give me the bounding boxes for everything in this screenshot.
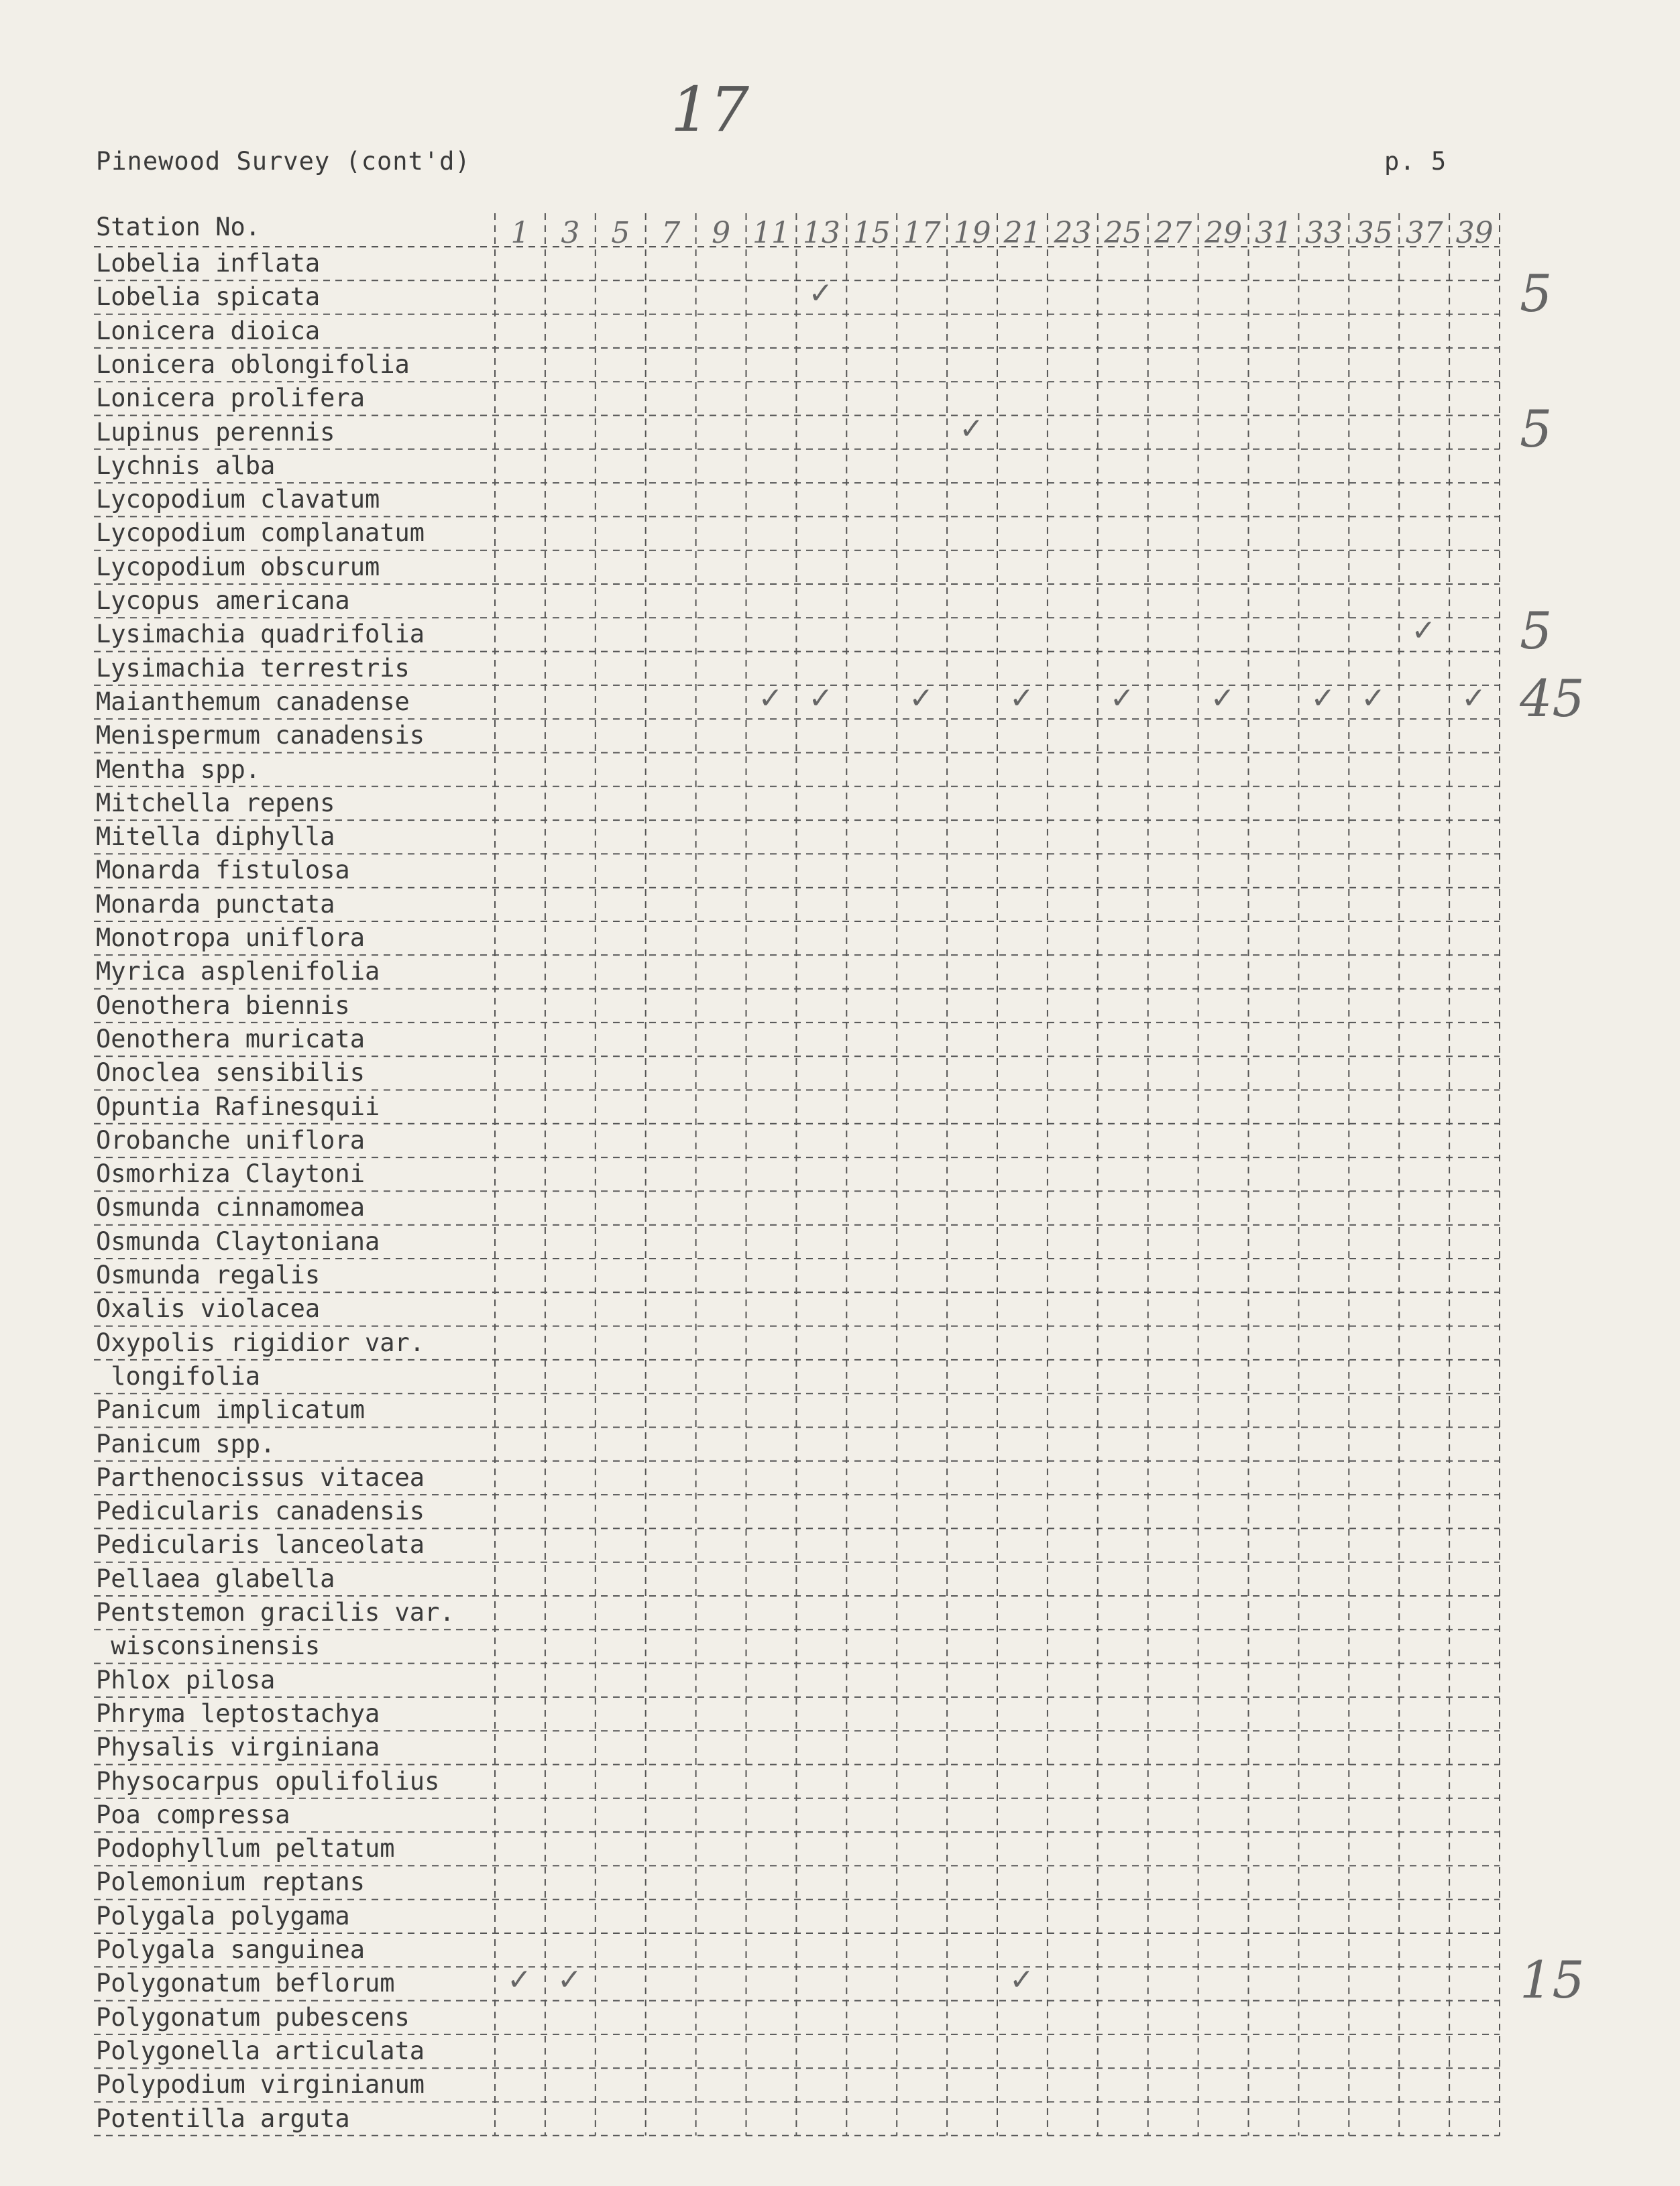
species-name: Parthenocissus vitacea [96,1462,425,1492]
species-name: Polygala sanguinea [96,1935,365,1964]
station-number: 33 [1304,216,1343,250]
check-mark: ✓ [808,681,834,715]
species-name: Osmunda cinnamomea [96,1193,365,1222]
species-name: Lobelia inflata [96,249,321,278]
species-name: Lycopodium clavatum [96,485,380,514]
species-name: Mentha spp. [96,754,261,784]
station-number: 25 [1104,216,1142,250]
species-tally: 5 [1520,264,1553,324]
species-name: Monarda punctata [96,889,335,919]
species-name: Mitchella repens [96,788,335,817]
species-name: Pedicularis lanceolata [96,1530,425,1560]
species-name: longifolia [96,1361,261,1391]
station-number: 39 [1455,216,1494,250]
station-number: 17 [903,216,941,250]
species-name: Lycopodium complanatum [96,518,425,548]
species-name: Polemonium reptans [96,1867,365,1897]
station-number: 11 [752,216,790,250]
station-number: 3 [561,216,580,250]
species-name: Pedicularis canadensis [96,1497,425,1526]
species-name: Osmorhiza Claytoni [96,1159,365,1189]
check-mark: ✓ [1009,1963,1034,1998]
species-name: Panicum implicatum [96,1395,365,1425]
species-name: Monarda fistulosa [96,856,350,885]
check-mark: ✓ [1361,681,1386,715]
species-name: Phlox pilosa [96,1665,276,1694]
check-mark: ✓ [1461,681,1486,715]
species-name: Physalis virginiana [96,1733,380,1762]
species-tally: 15 [1520,1950,1585,2010]
check-mark: ✓ [1310,681,1336,715]
species-name: wisconsinensis [96,1631,321,1661]
species-tally: 5 [1520,601,1553,661]
species-name: Polygala polygama [96,1901,350,1931]
station-number: 31 [1255,216,1292,250]
species-name: Mitella diphylla [96,822,335,852]
station-number: 13 [802,216,840,250]
species-name: Lonicera oblongifolia [96,349,410,379]
check-mark: ✓ [1109,681,1135,715]
station-header-label: Station No. [96,213,261,241]
station-number: 29 [1205,216,1243,250]
check-mark: ✓ [507,1963,532,1998]
species-name: Pentstemon gracilis var. [96,1598,455,1627]
species-name: Oenothera muricata [96,1024,365,1053]
species-name: Lycopus americana [96,586,350,615]
species-name: Lycopodium obscurum [96,552,380,581]
species-name: Orobanche uniflora [96,1125,365,1155]
species-tally: 45 [1520,668,1585,728]
species-name: Podophyllum peltatum [96,1834,395,1863]
species-name: Polypodium virginianum [96,2070,425,2099]
species-name: Physocarpus opulifolius [96,1766,440,1796]
station-number: 9 [712,216,731,250]
check-mark: ✓ [758,681,783,715]
station-number: 37 [1405,216,1443,250]
species-name: Menispermum canadensis [96,721,425,750]
station-number: 1 [510,216,530,250]
species-name: Oenothera biennis [96,990,350,1020]
species-name: Lysimachia terrestris [96,653,410,683]
species-name: Polygonella articulata [96,2036,425,2065]
species-name: Lonicera prolifera [96,384,365,413]
species-name: Osmunda Claytoniana [96,1226,380,1256]
species-name: Panicum spp. [96,1429,276,1458]
check-mark: ✓ [959,411,984,446]
station-number: 19 [953,216,991,250]
handwritten-page-number: 17 [671,74,750,146]
species-name: Opuntia Rafinesquii [96,1092,380,1121]
species-name: Lupinus perennis [96,417,335,447]
species-name: Polygonatum pubescens [96,2002,410,2032]
station-number: 23 [1054,216,1092,250]
check-mark: ✓ [557,1963,582,1998]
station-number: 27 [1154,216,1192,250]
check-mark: ✓ [1009,681,1034,715]
species-name: Polygonatum beflorum [96,1969,395,1998]
species-name: Monotropa uniflora [96,923,365,952]
check-mark: ✓ [1210,681,1235,715]
species-name: Lychnis alba [96,451,276,480]
document-title: Pinewood Survey (cont'd) [96,147,471,176]
species-name: Potentilla arguta [96,2104,350,2133]
station-number: 35 [1355,216,1393,250]
species-name: Maianthemum canadense [96,687,410,716]
page-label: p. 5 [1384,147,1447,176]
species-tally: 5 [1520,398,1553,459]
species-name: Onoclea sensibilis [96,1058,365,1088]
species-name: Phryma leptostachya [96,1699,380,1728]
check-mark: ✓ [808,276,834,311]
station-number: 7 [661,216,681,250]
check-mark: ✓ [1411,614,1437,648]
species-name: Pellaea glabella [96,1564,335,1593]
species-name: Lonicera dioica [96,316,321,345]
species-name: Lobelia spicata [96,282,321,312]
species-name: Myrica asplenifolia [96,957,380,986]
species-name: Lysimachia quadrifolia [96,620,425,649]
check-mark: ✓ [909,681,934,715]
species-name: Oxypolis rigidior var. [96,1328,425,1357]
station-number: 5 [611,216,630,250]
species-name: Osmunda regalis [96,1261,321,1289]
species-name: Poa compressa [96,1800,290,1829]
station-number: 15 [852,216,891,250]
station-number: 21 [1003,216,1042,250]
species-name: Oxalis violacea [96,1294,321,1324]
